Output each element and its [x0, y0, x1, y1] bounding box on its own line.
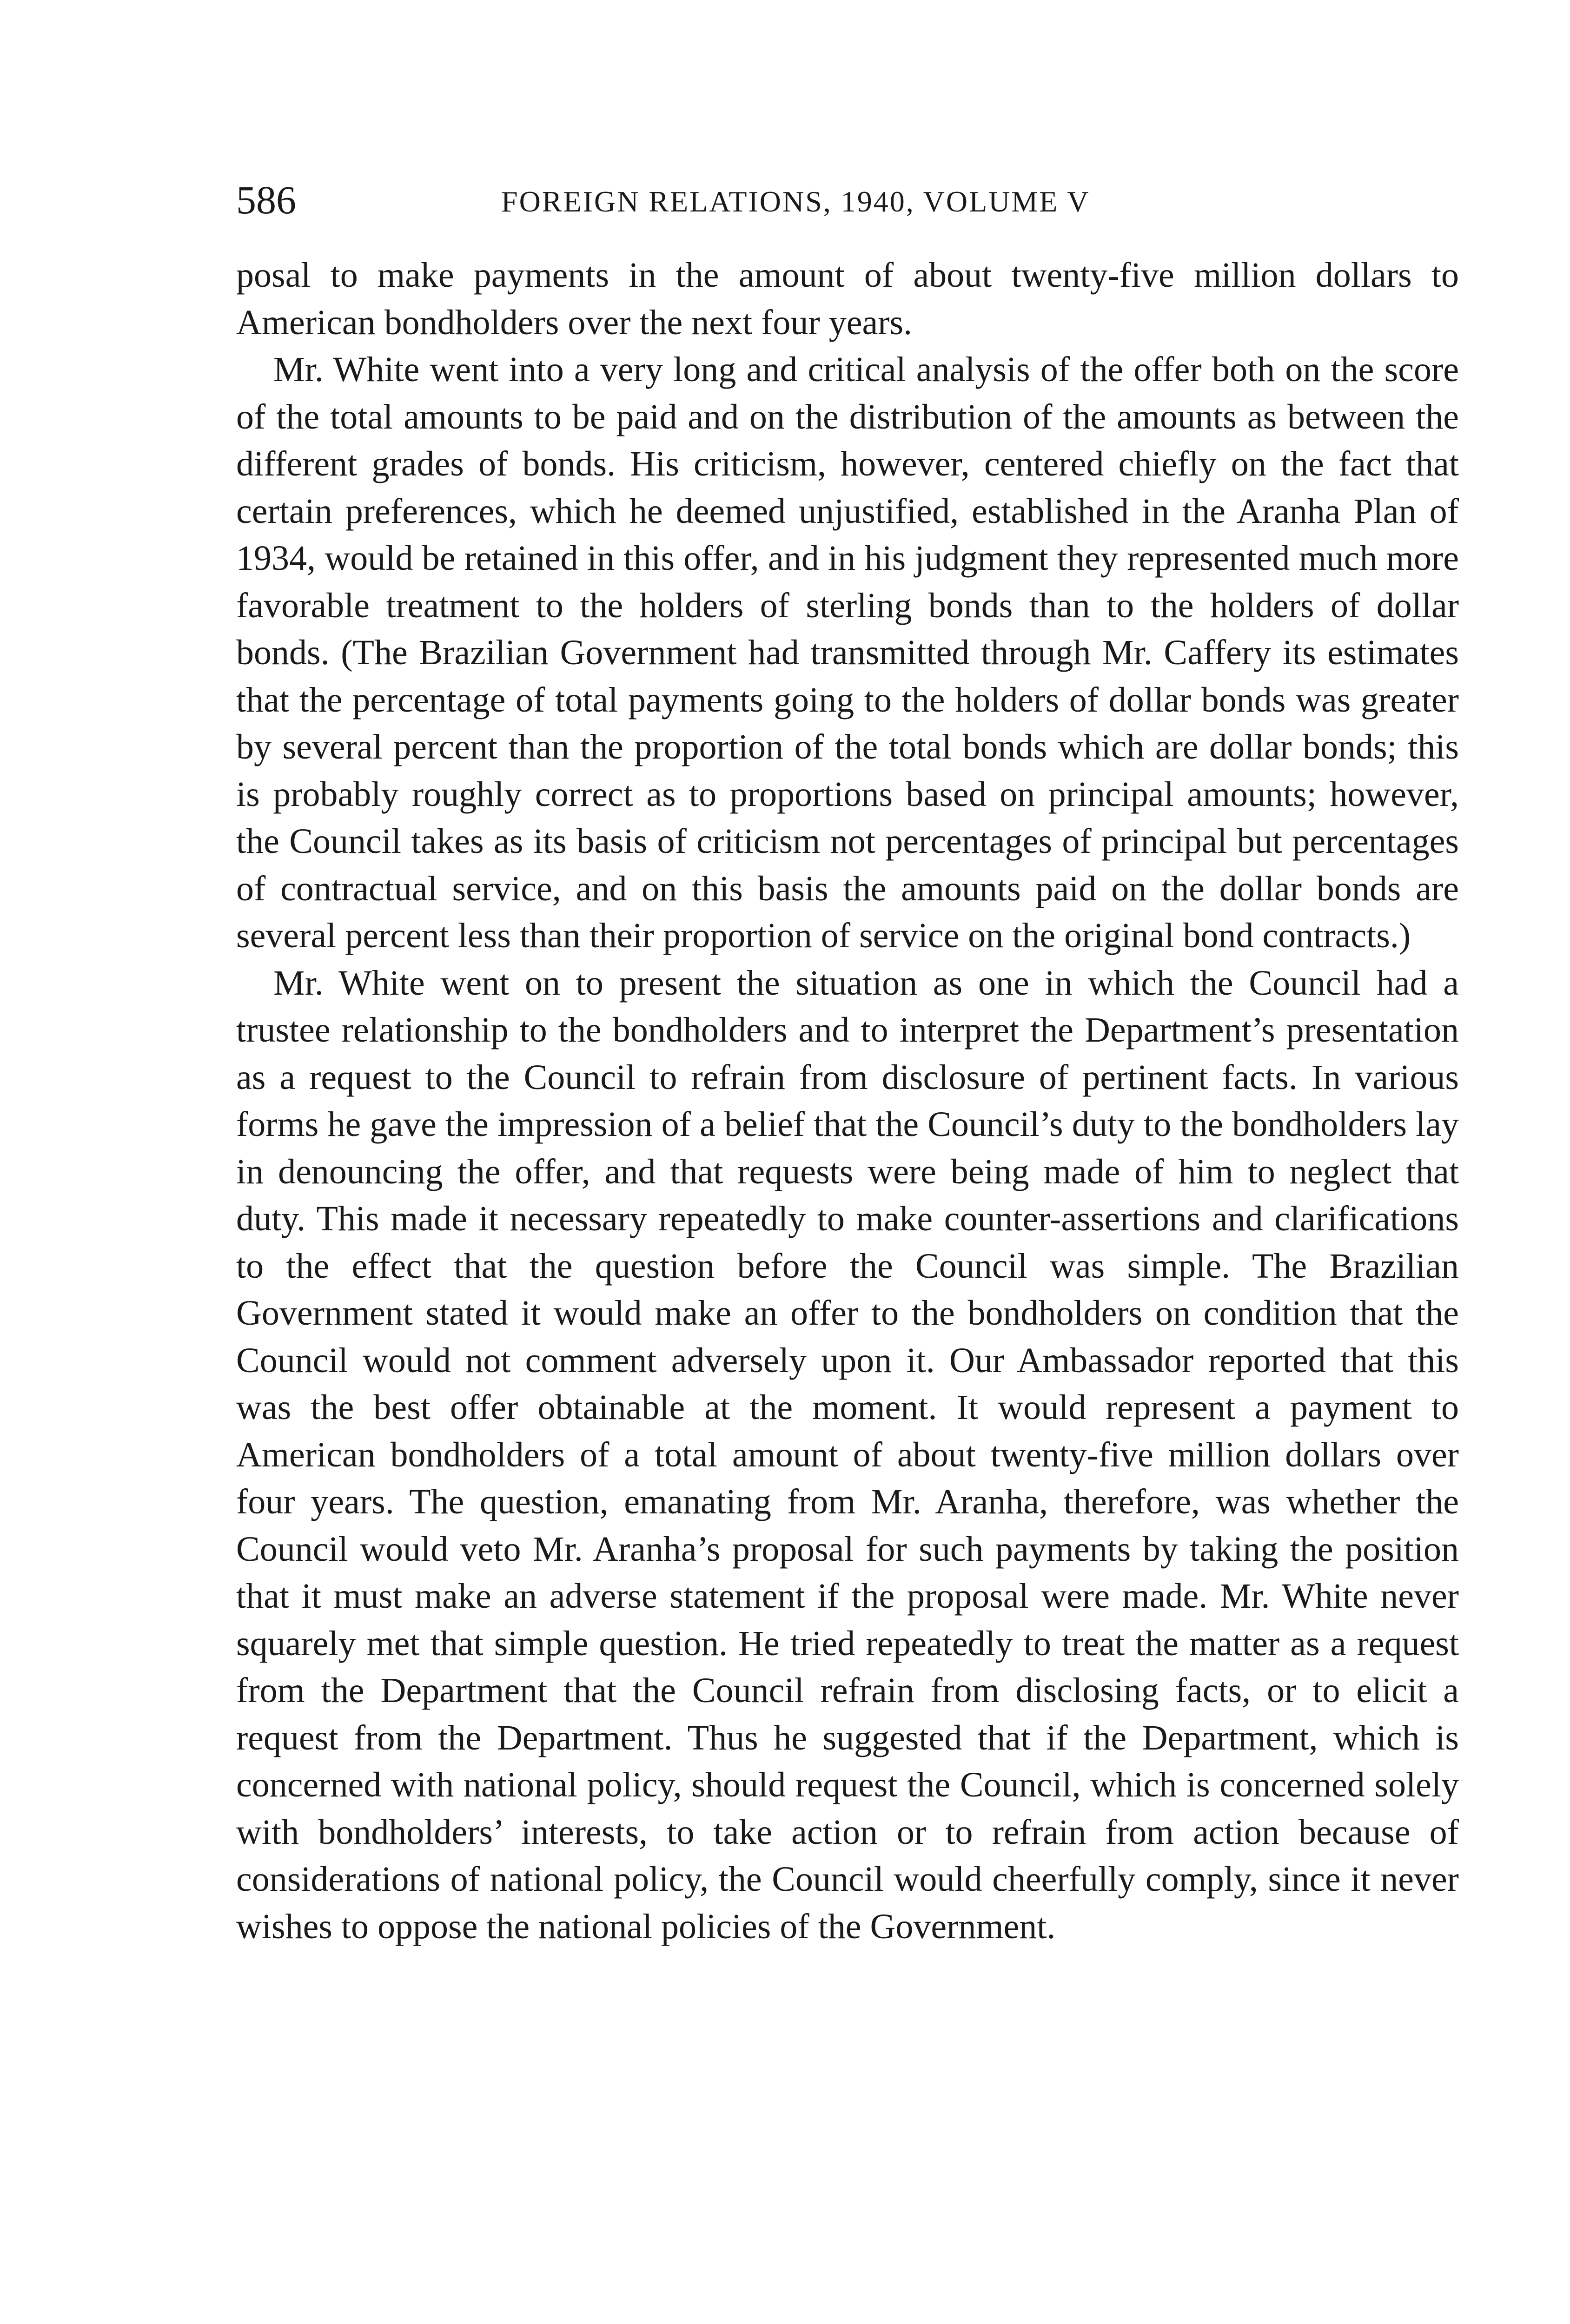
- body-text: [236, 252, 1459, 1950]
- page-header: [236, 174, 1491, 225]
- paragraph: Mr. White went into a very long and critical analysis of the offer both on the score of the total amounts to be paid and on the distribution of the amounts as between the different grades of bonds. His criticism, however, centered chiefly on the fact that certain preferences, which he deemed unjustified, established in the Aranha Plan of 1934, would be retained in this offer, and in his judgment they represented much more favorable treatment to the holders of sterling bonds than to the holders of dollar bonds. (The Brazilian Government had transmitted through Mr. Caffery its estimates that the percentage of total payments going to the holders of dollar bonds was greater by several percent than the proportion of the total bonds which are dollar bonds; this is probably roughly correct as to proportions based on principal amounts; however, the Council takes as its basis of criticism not percentages of principal but percentages of contractual service, and on this basis the amounts paid on the dollar bonds are several percent less than their proportion of service on the original bond contracts.): [236, 350, 1459, 955]
- paragraph: Mr. White went on to present the situation as one in which the Council had a trustee relationship to the bondholders and to interpret the Department’s presentation as a request to the Council to refrain from disclosure of pertinent facts. In various forms he gave the impression of a belief that the Council’s duty to the bondholders lay in denouncing the offer, and that requests were being made of him to neglect that duty. This made it necessary repeatedly to make counter-assertions and clarifications to the effect that the question before the Council was simple. The Brazilian Government stated it would make an offer to the bondholders on condition that the Council would not comment adversely upon it. Our Ambassador reported that this was the best offer obtainable at the moment. It would represent a payment to American bondholders of a total amount of about twenty-five million dollars over four years. The question, emanating from Mr. Aranha, therefore, was whether the Council would veto Mr. Aranha’s proposal for such payments by taking the position that it must make an adverse statement if the proposal were made. Mr. White never squarely met that simple question. He tried repeatedly to treat the matter as a request from the Department that the Council refrain from disclosing facts, or to elicit a request from the Department. Thus he suggested that if the Department, which is concerned with national policy, should request the Council, which is concerned solely with bondholders’ interests, to take action or to refrain from action because of considerations of national policy, the Council would cheerfully comply, since it never wishes to oppose the national policies of the Government.: [236, 963, 1459, 1946]
- page-number: 586: [236, 178, 296, 222]
- paragraph-continued: posal to make payments in the amount of about twenty-five million dollars to American bondholders over the next four years.: [236, 256, 1459, 342]
- running-head: FOREIGN RELATIONS, 1940, VOLUME V: [501, 185, 1090, 218]
